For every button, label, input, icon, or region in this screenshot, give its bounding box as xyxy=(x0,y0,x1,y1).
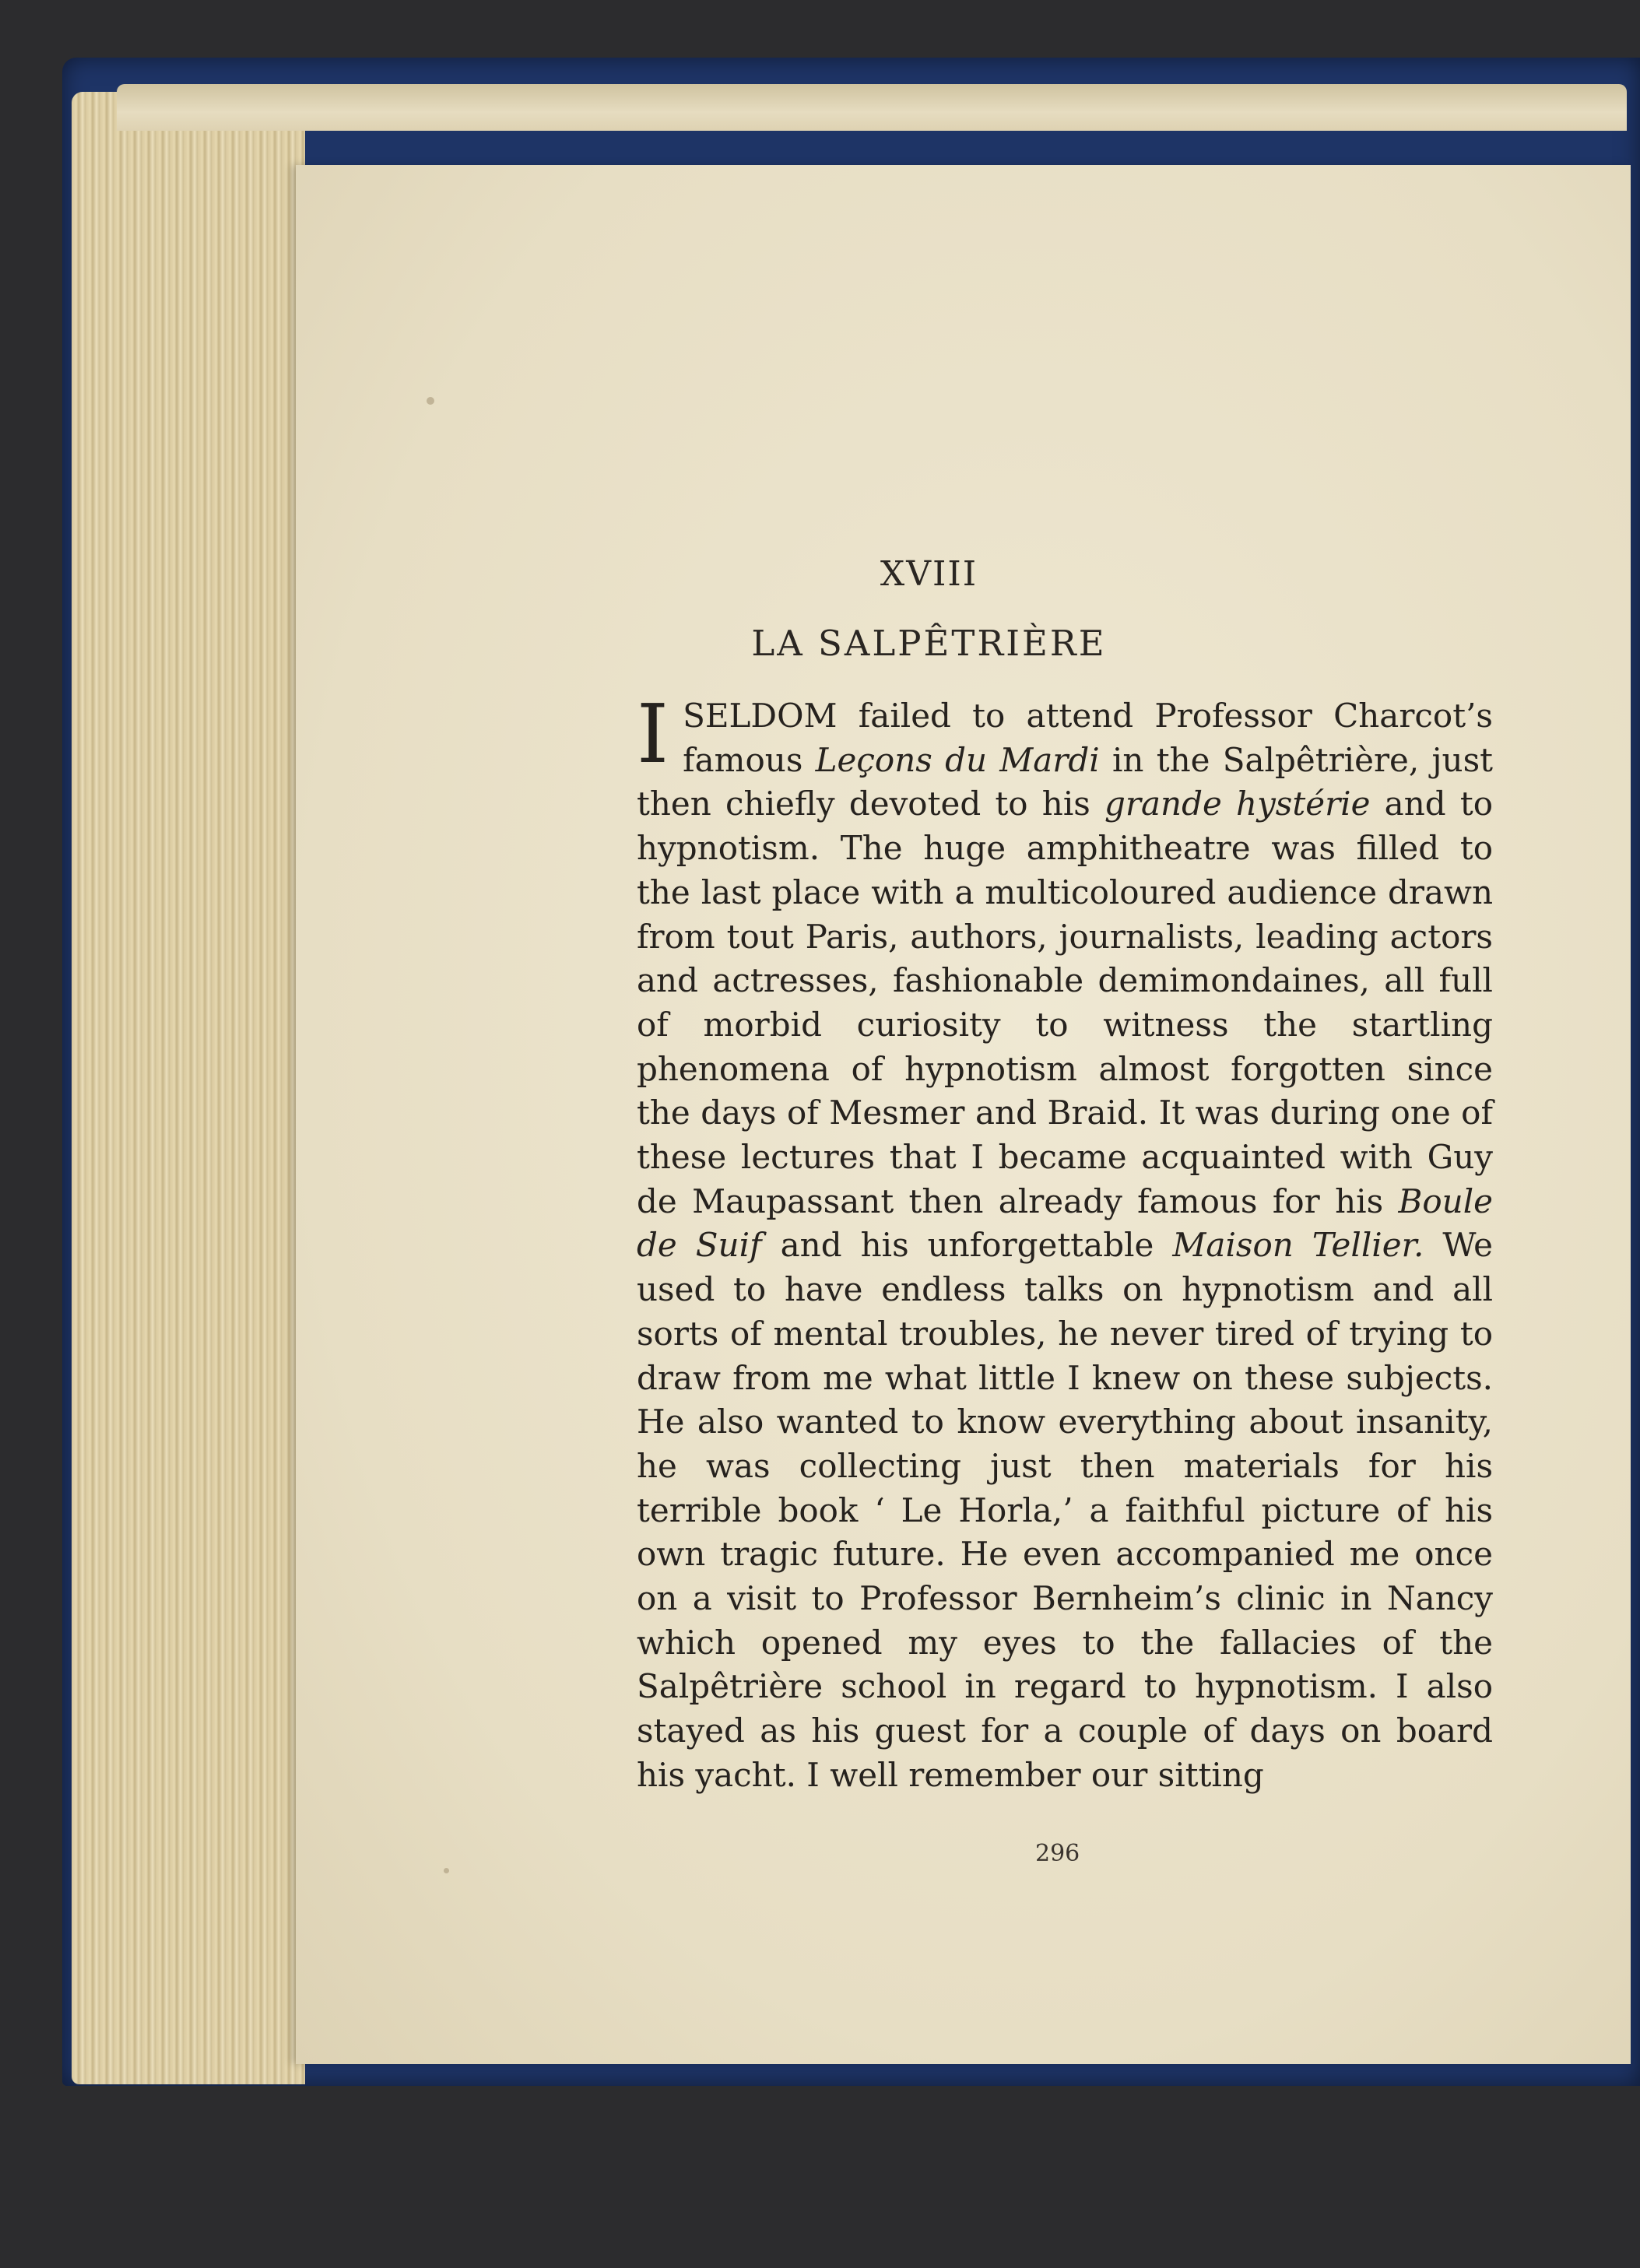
italic-title: Boule de Suif xyxy=(637,1181,1493,1265)
text-run: We used to have endless talks on hypnotism and all sorts of mental troubles, he never tired of trying to draw from me what little I knew on these subjects. He also wanted to know everything about insanity, he was collecting just then materials for his terrible book ‘ Le Horla,’ a faithful picture of his own tragic future. He even accompanied me once on a visit to Professor Bernheim’s clinic in Nancy which opened my eyes to the fallacies of the Salpêtrière school in regard to hypnotism. I also stayed as his guest for a couple of days on board his yacht. I well remember our sitting xyxy=(637,1226,1493,1794)
paper-speck xyxy=(427,397,434,405)
text-run: and his unforgettable xyxy=(761,1226,1173,1265)
paper-speck xyxy=(444,1868,449,1873)
italic-title: grande hystérie xyxy=(1104,785,1371,823)
text-run: and to hypnotism. The huge amphitheatre was filled to the last place with a multicoloured audience drawn from tout Paris, authors, journalists, leading actors and actresses, fashionable demimondaines, all full of morbid curiosity to witness the startling phenomena of hypnotism almost forgotten since the days of Mesmer and Braid. It was during one of these lectures that I became acquainted with Guy de Maupassant then already famous for his xyxy=(637,785,1494,1220)
page-edges xyxy=(72,92,305,2084)
chapter-number: XVIII xyxy=(880,554,978,594)
text-run: SELDOM failed to attend Professor Charcot’s famous xyxy=(683,697,1493,779)
paragraph-text xyxy=(637,686,1494,1794)
drop-cap: I xyxy=(637,686,669,781)
text-run: in the Salpêtrière, just then chiefly devoted to his xyxy=(637,740,1493,823)
page-number: 296 xyxy=(1035,1840,1080,1867)
chapter-title: LA SALPÊTRIÈRE xyxy=(751,623,1107,664)
body-paragraph xyxy=(637,686,1494,1798)
italic-title: Maison Tellier. xyxy=(1172,1226,1424,1265)
italic-title: Leçons du Mardi xyxy=(815,740,1100,779)
page-edges-top xyxy=(117,84,1627,131)
